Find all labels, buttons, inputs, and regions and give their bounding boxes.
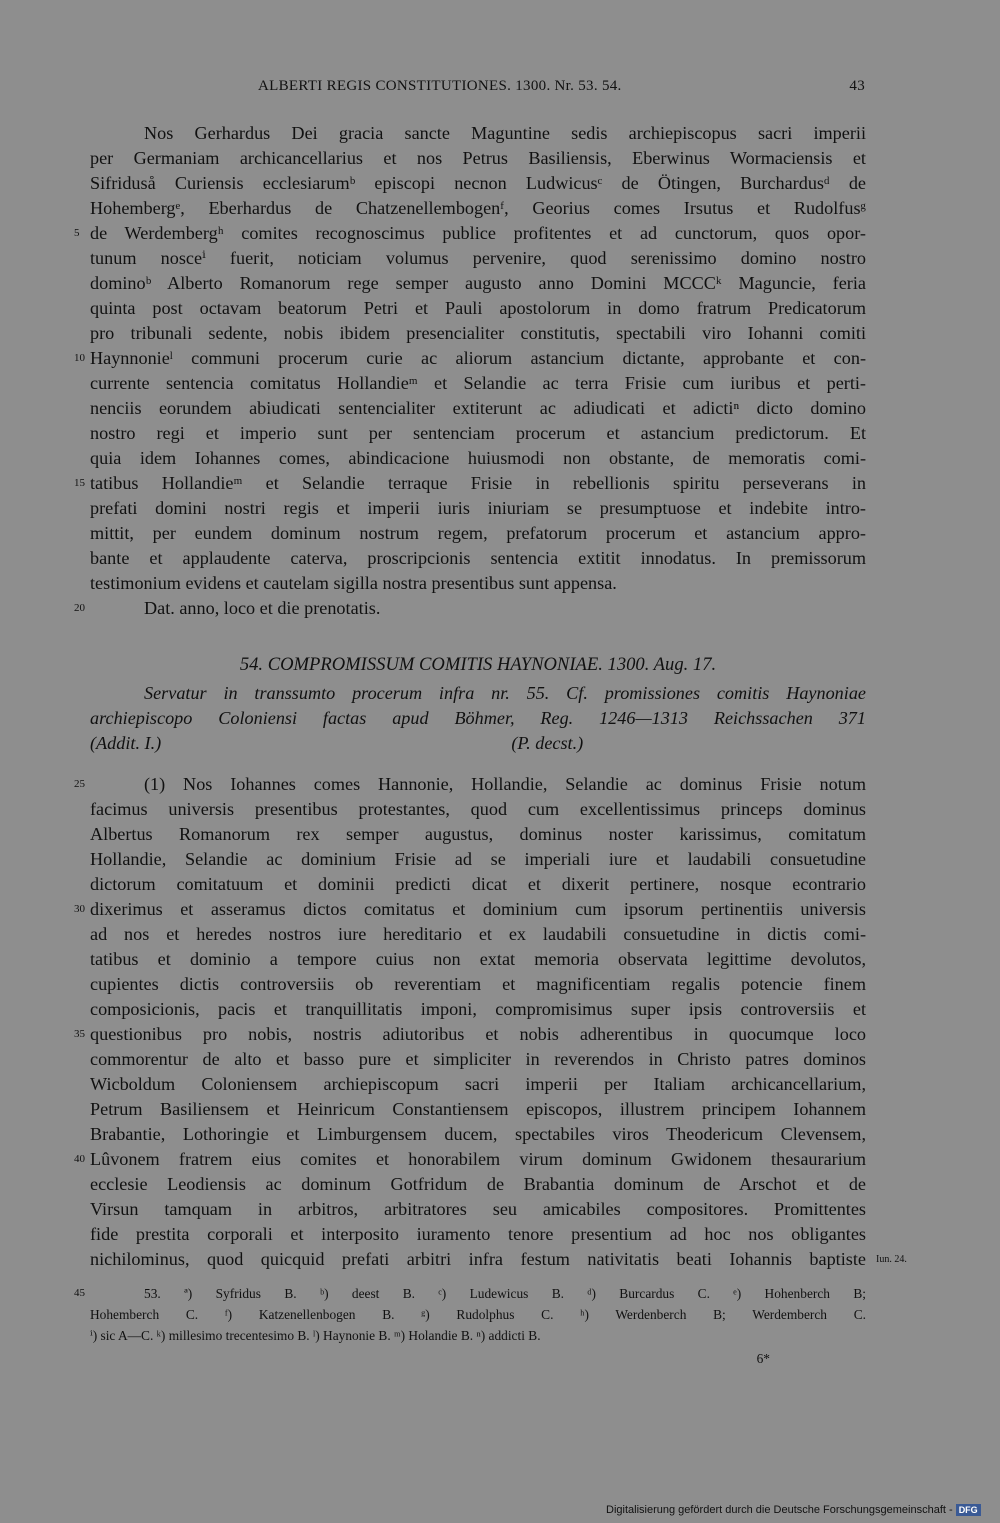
text-line: per Germaniam archicancellarius et nos Petrus Basiliensis, Eberwinus Wormaciensis et bbox=[90, 148, 866, 168]
text-line: composicionis, pacis et tranquillitatis imponi, compromisimus super ipsis controversiis et bbox=[90, 999, 866, 1019]
line-number: 30 bbox=[74, 903, 85, 915]
text-line: Hollandie, Selandie ac dominium Frisie ad se imperiali iure et laudabili consuetudine bbox=[90, 849, 866, 869]
digitization-credit bbox=[606, 1504, 981, 1516]
line-number: 35 bbox=[74, 1028, 85, 1040]
dfg-logo: DFG bbox=[956, 1504, 981, 1516]
text-line: Haynnonieˡ communi procerum curie ac aliorum astancium dictante, approbante et con- bbox=[90, 348, 866, 368]
intro-line: (Addit. I.) (P. decst.) bbox=[90, 733, 584, 753]
doc54-heading: 54. COMPROMISSUM COMITIS HAYNONIAE. 1300. Aug. 17. bbox=[239, 654, 717, 675]
text-line: nenciis eorundem abiudicati sentencialiter extiterunt ac adiudicati et adictiⁿ dicto domino bbox=[90, 398, 866, 418]
text-line: Virsun tamquam in arbitros, arbitratores seu amicabiles compositores. Promittentes bbox=[90, 1199, 866, 1219]
text-line: dominoᵇ Alberto Romanorum rege semper augusto anno Domini MCCCᵏ Maguncie, feria bbox=[90, 273, 866, 293]
text-line: prefati domini nostri regis et imperii iuris iniuriam se presumptuose et indebite intro- bbox=[90, 498, 866, 518]
text-line: Brabantie, Lothoringie et Limburgensem ducem, spectabiles viros Theodericum Clevensem, bbox=[90, 1124, 866, 1144]
text-line: Nos Gerhardus Dei gracia sancte Maguntine sedis archiepiscopus sacri imperii bbox=[144, 123, 866, 143]
text-line: ad nos et heredes nostros iure hereditario et ex laudabili consuetudine in dictis comi- bbox=[90, 924, 866, 944]
text-line: ecclesie Leodiensis ac dominum Gotfridum de Brabantia dominum de Arschot et de bbox=[90, 1174, 866, 1194]
text-line: facimus universis presentibus protestantes, quod cum excellentissimus princeps dominus bbox=[90, 799, 866, 819]
text-line: tatibus et dominio a tempore cuius non extat memoria observata legittime devolutos, bbox=[90, 949, 866, 969]
text-line: dixerimus et asseramus dictos comitatus et dominium cum ipsorum pertinentiis universis bbox=[90, 899, 866, 919]
signature-mark: 6* bbox=[756, 1351, 770, 1366]
margin-date-note: Iun. 24. bbox=[876, 1254, 907, 1265]
line-number: 15 bbox=[74, 477, 85, 489]
text-line: tunum nosceⁱ fuerit, noticiam volumus pervenire, quod serenissimo domino nostro bbox=[90, 248, 866, 268]
line-number: 25 bbox=[74, 778, 85, 790]
footnote-line: ⁱ) sic A—C. ᵏ) millesimo trecentesimo B. ˡ) Haynonie B. ᵐ) Holandie B. ⁿ) addicti B. bbox=[90, 1328, 541, 1343]
text-line: bante et applaudente caterva, proscripcionis sentencia extitit innodatus. In premissorum bbox=[90, 548, 866, 568]
text-line: mittit, per eundem dominum nostrum regem, prefatorum procerum et astancium appro- bbox=[90, 523, 866, 543]
text-line: quia idem Iohannes comes, abindicacione huiusmodi non obstante, de memoratis comi- bbox=[90, 448, 866, 468]
credit-text: Digitalisierung gefördert durch die Deutsche Forschungsgemeinschaft - bbox=[606, 1504, 953, 1516]
text-line: currente sentencia comitatus Hollandieᵐ et Selandie ac terra Frisie cum iuribus et perti- bbox=[90, 373, 866, 393]
text-line: commorentur de alto et basso pure et simpliciter in reverendos in Christo patres dominos bbox=[90, 1049, 866, 1069]
text-line: Sifriduså Curiensis ecclesiarumᵇ episcopi necnon Ludwicusᶜ de Ötingen, Burchardusᵈ de bbox=[90, 173, 866, 193]
text-line: pro tribunali sedente, nobis ibidem presencialiter constitutis, spectabili viro Iohanni comiti bbox=[90, 323, 866, 343]
text-line: de Werdembergʰ comites recognoscimus publice profitentes et ad cunctorum, quos opor- bbox=[90, 223, 866, 243]
page-number: 43 bbox=[849, 78, 865, 94]
text-line: cupientes dictis controversiis ob reverentiam et magnificentiam regalis potencie finem bbox=[90, 974, 866, 994]
text-line: Wicboldum Coloniensem archiepiscopum sacri imperii per Italiam archicancellarium, bbox=[90, 1074, 866, 1094]
footnote-line: Hohemberch C. ᶠ) Katzenellenbogen B. ᵍ) Rudolphus C. ʰ) Werdenberch B; Werdemberch C. bbox=[90, 1307, 866, 1322]
text-line: Lûvonem fratrem eius comites et honorabilem virum dominum Gwidonem thesaurarium bbox=[90, 1149, 866, 1169]
line-number: 45 bbox=[74, 1287, 85, 1299]
text-line: Hohembergᵉ, Eberhardus de Chatzenellembogenᶠ, Georius comes Irsutus et Rudolfusᵍ bbox=[90, 198, 866, 218]
line-number: 40 bbox=[74, 1153, 85, 1165]
text-line: testimonium evidens et cautelam sigilla nostra presentibus sunt appensa. bbox=[90, 573, 617, 593]
intro-line: Servatur in transsumto procerum infra nr. 55. Cf. promissiones comitis Haynoniae bbox=[144, 683, 866, 703]
text-line: tatibus Hollandieᵐ et Selandie terraque Frisie in rebellionis spiritu perseverans in bbox=[90, 473, 866, 493]
text-line: Petrum Basiliensem et Heinricum Constantiensem episcopos, illustrem principem Iohannem bbox=[90, 1099, 866, 1119]
line-number: 20 bbox=[74, 602, 85, 614]
text-line: quinta post octavam beatorum Petri et Pauli apostolorum in domo fratrum Predicatorum bbox=[90, 298, 866, 318]
text-line: nichilominus, quod quicquid prefati arbitri infra festum nativitatis beati Iohannis baptiste bbox=[90, 1249, 866, 1269]
text-line: Albertus Romanorum rex semper augustus, dominus noster karissimus, comitatum bbox=[90, 824, 866, 844]
line-number: 5 bbox=[74, 227, 80, 239]
text-line: fide prestita corporali et interposito iuramento tenore presentium ad hoc nos obligantes bbox=[90, 1224, 866, 1244]
running-title: ALBERTI REGIS CONSTITUTIONES. 1300. Nr. 53. 54. bbox=[258, 78, 622, 94]
text-line: dictorum comitatuum et dominii predicti dicat et dixerit pertinere, nosque econtrario bbox=[90, 874, 866, 894]
page-header bbox=[90, 78, 865, 104]
text-line: questionibus pro nobis, nostris adiutoribus et nobis adherentibus in quocumque loco bbox=[90, 1024, 866, 1044]
intro-line: archiepiscopo Coloniensi factas apud Böhmer, Reg. 1246—1313 Reichssachen 371 bbox=[90, 708, 866, 728]
text-line: (1) Nos Iohannes comes Hannonie, Hollandie, Selandie ac dominus Frisie notum bbox=[144, 774, 866, 794]
line-number: 10 bbox=[74, 352, 85, 364]
text-line: Dat. anno, loco et die prenotatis. bbox=[144, 598, 381, 618]
text-line: nostro regi et imperio sunt per sentenciam procerum et astancium predictorum. Et bbox=[90, 423, 866, 443]
footnote-line: 53. ª) Syfridus B. ᵇ) deest B. ᶜ) Ludewicus B. ᵈ) Burcardus C. ᵉ) Hohenberch B; bbox=[144, 1286, 866, 1301]
